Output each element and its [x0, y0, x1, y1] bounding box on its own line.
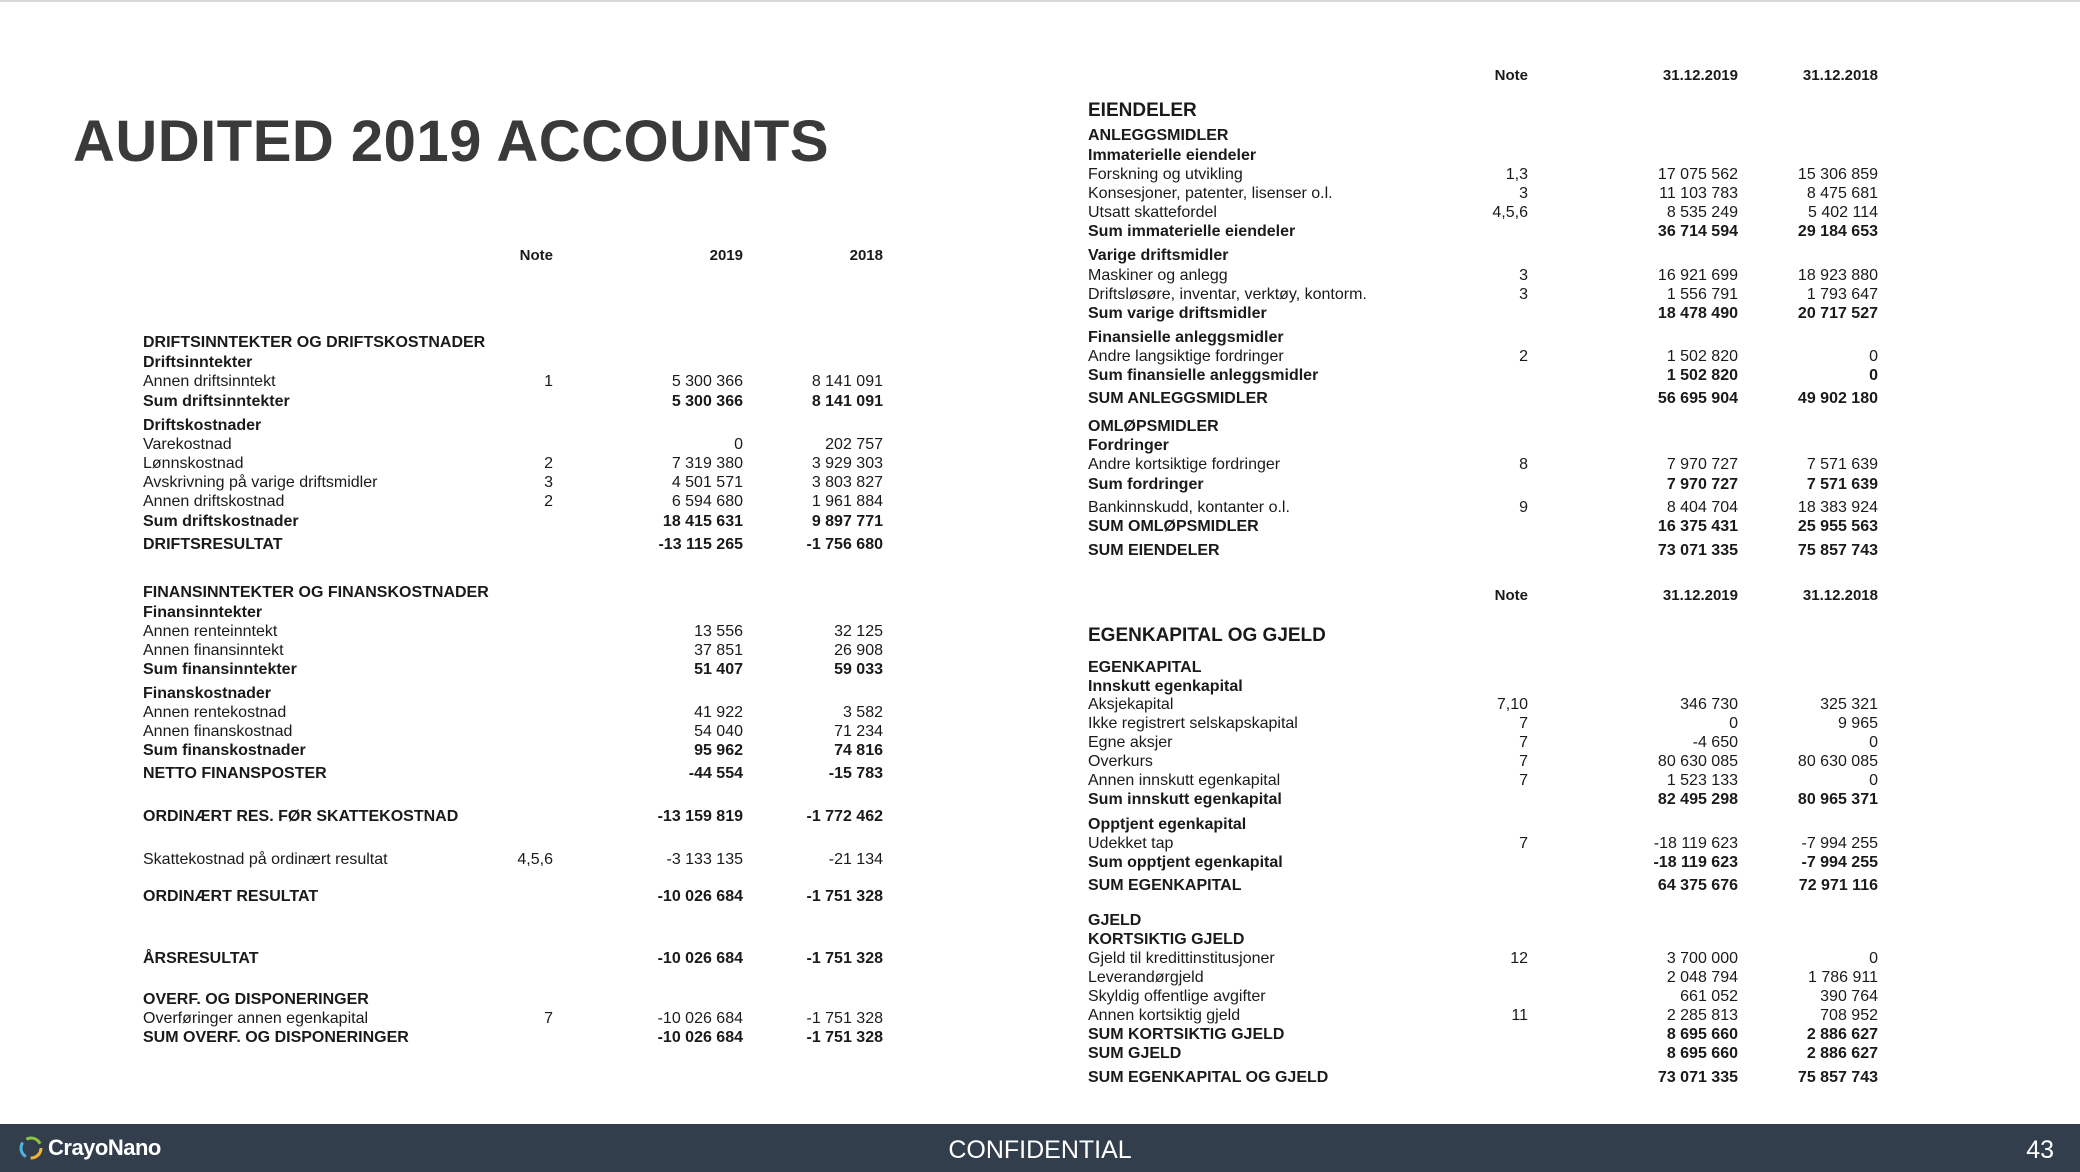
row-label: KORTSIKTIG GJELD: [1088, 931, 1245, 948]
row-value-year-2: 75 857 743: [1797, 1069, 1878, 1086]
row-value-year-1: -18 119 623: [1653, 854, 1738, 871]
row-label: Annen finansinntekt: [143, 642, 284, 659]
row-value-year-1: 0: [1729, 715, 1738, 732]
row-label: DRIFTSRESULTAT: [143, 536, 283, 553]
table-row: [1088, 677, 1808, 697]
row-value-year-1: 54 040: [694, 723, 743, 740]
column-header-year-2: 2018: [849, 247, 883, 264]
row-value-year-1: 64 375 676: [1657, 877, 1738, 894]
row-value-year-1: 8 695 660: [1666, 1045, 1738, 1062]
table-row: [143, 990, 903, 1010]
row-label: FINANSINNTEKTER OG FINANSKOSTNADER: [143, 584, 489, 601]
column-header-year-1: 31.12.2019: [1662, 67, 1738, 84]
row-value-year-2: 1 961 884: [811, 493, 883, 510]
table-row: [143, 850, 903, 870]
table-row: [1088, 834, 1878, 854]
table-row: [143, 722, 903, 742]
row-label: Lønnskostnad: [143, 455, 244, 472]
row-value-year-2: 2 886 627: [1806, 1026, 1878, 1043]
row-note: 9: [1519, 499, 1528, 516]
column-header-row: [1088, 586, 1878, 606]
row-note: 7: [1519, 835, 1528, 852]
table-row: [1088, 541, 1878, 561]
row-value-year-1: 2 048 794: [1666, 969, 1738, 986]
table-row: [143, 741, 903, 761]
row-value-year-2: 390 764: [1820, 988, 1878, 1005]
table-row: [1088, 436, 1808, 456]
table-row: [143, 473, 903, 493]
table-row: [1088, 968, 1878, 988]
row-label: Overføringer annen egenkapital: [143, 1010, 369, 1027]
row-label: SUM ANLEGGSMIDLER: [1088, 390, 1268, 407]
row-note: 7: [1519, 772, 1528, 789]
row-label: Annen finanskostnad: [143, 723, 293, 740]
row-value-year-1: 8 535 249: [1666, 204, 1738, 221]
row-label: Annen kortsiktig gjeld: [1088, 1007, 1241, 1024]
row-value-year-1: -44 554: [688, 765, 743, 782]
column-header-row: [143, 246, 903, 266]
row-value-year-2: -7 994 255: [1801, 835, 1878, 852]
row-label: OVERF. OG DISPONERINGER: [143, 991, 369, 1008]
table-row: [143, 512, 903, 532]
table-row: [1088, 876, 1878, 896]
table-row: [143, 333, 903, 353]
table-row: [1088, 498, 1878, 518]
row-label: Ikke registrert selskapskapital: [1088, 715, 1298, 732]
row-label: Aksjekapital: [1088, 696, 1174, 713]
table-row: [143, 392, 903, 412]
row-value-year-2: 325 321: [1820, 696, 1878, 713]
row-note: 2: [544, 493, 553, 510]
table-row: [1088, 930, 1808, 950]
table-row: [143, 641, 903, 661]
page-title: AUDITED 2019 ACCOUNTS: [73, 109, 830, 174]
table-row: [1088, 658, 1808, 678]
row-label: Skyldig offentlige avgifter: [1088, 988, 1266, 1005]
row-value-year-1: 3 700 000: [1666, 950, 1738, 967]
row-label: EGENKAPITAL OG GJELD: [1088, 625, 1326, 646]
row-value-year-2: 2 886 627: [1806, 1045, 1878, 1062]
table-row: [1088, 266, 1878, 286]
table-row: [1088, 815, 1808, 835]
table-row: [1088, 1044, 1878, 1064]
table-row: [1088, 626, 1808, 646]
row-label: Sum driftsinntekter: [143, 393, 290, 410]
row-note: 7,10: [1496, 696, 1528, 713]
table-row: [1088, 771, 1878, 791]
row-note: 7: [1519, 753, 1528, 770]
row-label: Annen innskutt egenkapital: [1088, 772, 1281, 789]
row-note: 4,5,6: [517, 851, 553, 868]
row-note: 8: [1519, 456, 1528, 473]
table-row: [143, 764, 903, 784]
table-row: [1088, 790, 1878, 810]
row-note: 11: [1511, 1007, 1528, 1024]
confidential-label: CONFIDENTIAL: [948, 1136, 1132, 1164]
row-label: Driftsløsøre, inventar, verktøy, kontorm.: [1088, 286, 1367, 303]
table-row: [1088, 304, 1878, 324]
row-value-year-1: 1 502 820: [1666, 367, 1738, 384]
row-value-year-2: 80 965 371: [1797, 791, 1878, 808]
row-label: Sum varige driftsmidler: [1088, 305, 1267, 322]
table-row: [143, 353, 903, 373]
row-label: Sum opptjent egenkapital: [1088, 854, 1283, 871]
table-row: [143, 660, 903, 680]
row-value-year-1: -3 133 135: [666, 851, 743, 868]
table-row: [1088, 949, 1878, 969]
table-row: [143, 603, 903, 623]
row-value-year-2: -21 134: [828, 851, 883, 868]
row-value-year-2: 18 923 880: [1797, 267, 1878, 284]
row-label: Sum innskutt egenkapital: [1088, 791, 1282, 808]
row-label: Finansielle anleggsmidler: [1088, 329, 1284, 346]
table-row: [1088, 1006, 1878, 1026]
row-label: Bankinnskudd, kontanter o.l.: [1088, 499, 1290, 516]
row-value-year-1: 80 630 085: [1657, 753, 1738, 770]
row-value-year-2: 7 571 639: [1806, 456, 1878, 473]
table-row: [1088, 146, 1808, 166]
row-label: SUM OVERF. OG DISPONERINGER: [143, 1029, 409, 1046]
row-value-year-1: 16 375 431: [1657, 518, 1738, 535]
row-value-year-1: 13 556: [694, 623, 743, 640]
row-label: Leverandørgjeld: [1088, 969, 1204, 986]
column-header-row: [1088, 66, 1878, 86]
row-value-year-2: 0: [1869, 950, 1878, 967]
row-value-year-2: -1 772 462: [806, 808, 883, 825]
row-value-year-1: 18 415 631: [662, 513, 743, 530]
row-value-year-2: 80 630 085: [1797, 753, 1878, 770]
table-row: [143, 684, 903, 704]
row-note: 3: [1519, 286, 1528, 303]
row-label: Finanskostnader: [143, 685, 272, 702]
row-note: 1,3: [1505, 166, 1528, 183]
row-value-year-2: -1 751 328: [806, 1010, 883, 1027]
row-value-year-2: 202 757: [825, 436, 883, 453]
row-value-year-2: 72 971 116: [1798, 877, 1878, 894]
table-row: [1088, 911, 1808, 931]
row-label: Konsesjoner, patenter, lisenser o.l.: [1088, 185, 1333, 202]
row-value-year-1: 7 970 727: [1666, 456, 1738, 473]
row-label: Innskutt egenkapital: [1088, 678, 1243, 695]
row-note: 7: [1519, 715, 1528, 732]
row-label: SUM EGENKAPITAL: [1088, 877, 1242, 894]
row-value-year-2: 3 582: [842, 704, 883, 721]
row-note: 12: [1510, 950, 1528, 967]
row-value-year-2: 15 306 859: [1797, 166, 1878, 183]
row-value-year-1: -10 026 684: [657, 1029, 743, 1046]
row-label: Annen driftsinntekt: [143, 373, 276, 390]
row-label: Sum immaterielle eiendeler: [1088, 223, 1296, 240]
row-label: Forskning og utvikling: [1088, 166, 1243, 183]
row-value-year-2: -1 751 328: [806, 888, 883, 905]
row-label: Utsatt skattefordel: [1088, 204, 1217, 221]
row-value-year-1: 8 695 660: [1666, 1026, 1738, 1043]
row-value-year-2: 32 125: [834, 623, 883, 640]
row-value-year-2: 74 816: [834, 742, 883, 759]
table-row: [1088, 475, 1878, 495]
row-value-year-2: 0: [1869, 734, 1878, 751]
table-row: [1088, 695, 1878, 715]
column-header-note: Note: [519, 247, 553, 264]
row-label: Skattekostnad på ordinært resultat: [143, 851, 388, 868]
row-value-year-1: 2 285 813: [1666, 1007, 1738, 1024]
row-value-year-1: 11 103 783: [1659, 185, 1738, 202]
row-value-year-2: 3 803 827: [811, 474, 883, 491]
row-value-year-2: 9 897 771: [811, 513, 883, 530]
row-value-year-1: 1 523 133: [1666, 772, 1738, 789]
row-value-year-1: 73 071 335: [1657, 542, 1738, 559]
table-row: [143, 583, 903, 603]
row-label: Annen rentekostnad: [143, 704, 287, 721]
row-label: Varekostnad: [143, 436, 232, 453]
row-value-year-1: -10 026 684: [657, 888, 743, 905]
row-label: OMLØPSMIDLER: [1088, 418, 1219, 435]
row-label: EIENDELER: [1088, 100, 1197, 121]
row-label: Driftsinntekter: [143, 354, 253, 371]
row-value-year-2: 0: [1869, 772, 1878, 789]
row-label: Egne aksjer: [1088, 734, 1173, 751]
row-value-year-2: 8 475 681: [1806, 185, 1878, 202]
table-row: [1088, 165, 1878, 185]
row-label: Sum finansinntekter: [143, 661, 297, 678]
table-row: [1088, 347, 1878, 367]
row-label: Varige driftsmidler: [1088, 247, 1229, 264]
row-value-year-1: 18 478 490: [1657, 305, 1738, 322]
table-row: [1088, 1068, 1878, 1088]
row-value-year-2: 8 141 091: [811, 393, 883, 410]
table-row: [1088, 184, 1878, 204]
table-row: [1088, 246, 1808, 266]
row-note: 1: [544, 373, 553, 390]
row-label: NETTO FINANSPOSTER: [143, 765, 327, 782]
table-row: [143, 1028, 903, 1048]
row-value-year-2: 75 857 743: [1797, 542, 1878, 559]
row-value-year-1: 95 962: [694, 742, 743, 759]
table-row: [143, 807, 903, 827]
row-value-year-2: 8 141 091: [811, 373, 883, 390]
table-row: [143, 949, 903, 969]
row-value-year-1: 51 407: [694, 661, 743, 678]
row-note: 2: [544, 455, 553, 472]
table-row: [1088, 389, 1878, 409]
row-value-year-2: 49 902 180: [1797, 390, 1878, 407]
logo-text: CrayoNano: [48, 1135, 161, 1160]
table-row: [1088, 222, 1878, 242]
row-label: SUM OMLØPSMIDLER: [1088, 518, 1259, 535]
table-row: [1088, 455, 1878, 475]
row-label: Fordringer: [1088, 437, 1169, 454]
table-row: [143, 454, 903, 474]
table-row: [1088, 328, 1808, 348]
row-label: Udekket tap: [1088, 835, 1174, 852]
top-divider: [0, 0, 2080, 2]
row-value-year-2: 71 234: [834, 723, 883, 740]
row-label: ANLEGGSMIDLER: [1088, 127, 1229, 144]
row-label: Andre kortsiktige fordringer: [1088, 456, 1281, 473]
row-value-year-2: 18 383 924: [1797, 499, 1878, 516]
row-label: EGENKAPITAL: [1088, 659, 1202, 676]
row-label: Finansinntekter: [143, 604, 263, 621]
row-label: SUM GJELD: [1088, 1045, 1182, 1062]
row-label: Sum fordringer: [1088, 476, 1204, 493]
column-header-year-2: 31.12.2018: [1802, 67, 1878, 84]
row-value-year-1: 16 921 699: [1657, 267, 1738, 284]
row-label: Opptjent egenkapital: [1088, 816, 1247, 833]
table-row: [143, 492, 903, 512]
row-value-year-2: 3 929 303: [811, 455, 883, 472]
row-value-year-2: 9 965: [1837, 715, 1878, 732]
row-value-year-2: 0: [1869, 367, 1878, 384]
table-row: [143, 435, 903, 455]
row-value-year-2: 29 184 653: [1797, 223, 1878, 240]
table-row: [143, 703, 903, 723]
row-label: Overkurs: [1088, 753, 1153, 770]
row-value-year-1: -13 115 265: [658, 536, 743, 553]
footer-bar: [0, 1124, 2080, 1172]
row-note: 4,5,6: [1492, 204, 1528, 221]
row-value-year-1: 4 501 571: [671, 474, 743, 491]
table-row: [1088, 1025, 1878, 1045]
table-row: [1088, 417, 1808, 437]
table-row: [1088, 366, 1878, 386]
row-label: Avskrivning på varige driftsmidler: [143, 474, 378, 491]
row-value-year-1: 1 502 820: [1666, 348, 1738, 365]
row-value-year-1: 7 319 380: [671, 455, 743, 472]
row-value-year-2: -7 994 255: [1801, 854, 1878, 871]
row-value-year-1: 73 071 335: [1657, 1069, 1738, 1086]
table-row: [1088, 203, 1878, 223]
row-label: Immaterielle eiendeler: [1088, 147, 1257, 164]
table-row: [143, 372, 903, 392]
column-header-year-2: 31.12.2018: [1802, 587, 1878, 604]
column-header-year-1: 2019: [709, 247, 743, 264]
row-value-year-2: -1 751 328: [806, 950, 883, 967]
row-value-year-2: 26 908: [834, 642, 883, 659]
row-value-year-1: 6 594 680: [671, 493, 743, 510]
row-value-year-2: 5 402 114: [1808, 204, 1878, 221]
column-header-note: Note: [1494, 67, 1528, 84]
row-value-year-1: 56 695 904: [1657, 390, 1738, 407]
row-label: DRIFTSINNTEKTER OG DRIFTSKOSTNADER: [143, 334, 486, 351]
row-value-year-2: 20 717 527: [1797, 305, 1878, 322]
table-row: [1088, 714, 1878, 734]
row-value-year-1: 37 851: [694, 642, 743, 659]
table-row: [1088, 285, 1878, 305]
row-value-year-1: 5 300 366: [671, 393, 743, 410]
column-header-year-1: 31.12.2019: [1662, 587, 1738, 604]
row-value-year-1: 661 052: [1680, 988, 1738, 1005]
row-note: 3: [544, 474, 553, 491]
row-value-year-2: 59 033: [834, 661, 883, 678]
column-header-note: Note: [1494, 587, 1528, 604]
page-number: 43: [2026, 1136, 2054, 1164]
row-label: ORDINÆRT RES. FØR SKATTEKOSTNAD: [143, 808, 459, 825]
table-row: [1088, 853, 1878, 873]
row-label: SUM KORTSIKTIG GJELD: [1088, 1026, 1285, 1043]
row-label: GJELD: [1088, 912, 1142, 929]
row-value-year-1: 1 556 791: [1666, 286, 1738, 303]
row-value-year-1: -10 026 684: [657, 1010, 743, 1027]
row-label: Sum driftskostnader: [143, 513, 299, 530]
table-row: [1088, 101, 1808, 121]
row-note: 3: [1519, 267, 1528, 284]
row-label: Gjeld til kredittinstitusjoner: [1088, 950, 1275, 967]
row-value-year-2: 25 955 563: [1797, 518, 1878, 535]
row-value-year-1: 8 404 704: [1666, 499, 1738, 516]
row-value-year-2: 7 571 639: [1806, 476, 1878, 493]
row-value-year-2: 708 952: [1820, 1007, 1878, 1024]
row-value-year-1: -10 026 684: [657, 950, 743, 967]
row-value-year-2: 1 786 911: [1808, 969, 1878, 986]
row-label: Sum finansielle anleggsmidler: [1088, 367, 1319, 384]
row-value-year-1: 0: [734, 436, 743, 453]
table-row: [1088, 733, 1878, 753]
table-row: [143, 622, 903, 642]
row-note: 7: [1519, 734, 1528, 751]
row-value-year-1: 346 730: [1680, 696, 1738, 713]
row-value-year-2: -15 783: [828, 765, 883, 782]
row-value-year-2: -1 756 680: [806, 536, 883, 553]
row-label: Sum finanskostnader: [143, 742, 306, 759]
table-row: [143, 1009, 903, 1029]
row-value-year-1: 82 495 298: [1657, 791, 1738, 808]
row-value-year-2: 0: [1869, 348, 1878, 365]
row-label: SUM EGENKAPITAL OG GJELD: [1088, 1069, 1329, 1086]
row-label: SUM EIENDELER: [1088, 542, 1220, 559]
row-label: Driftskostnader: [143, 417, 262, 434]
row-label: Annen renteinntekt: [143, 623, 278, 640]
row-label: ORDINÆRT RESULTAT: [143, 888, 319, 905]
row-value-year-1: 41 922: [694, 704, 743, 721]
table-row: [1088, 126, 1808, 146]
row-note: 2: [1519, 348, 1528, 365]
row-label: Maskiner og anlegg: [1088, 267, 1228, 284]
table-row: [143, 535, 903, 555]
row-value-year-1: 5 300 366: [671, 373, 743, 390]
row-value-year-1: -13 159 819: [657, 808, 743, 825]
row-value-year-1: 36 714 594: [1657, 223, 1738, 240]
row-value-year-1: 17 075 562: [1657, 166, 1738, 183]
row-value-year-2: 1 793 647: [1806, 286, 1878, 303]
row-value-year-1: -4 650: [1692, 734, 1738, 751]
table-row: [1088, 752, 1878, 772]
row-label: Annen driftskostnad: [143, 493, 285, 510]
table-row: [143, 416, 903, 436]
row-note: 3: [1519, 185, 1528, 202]
row-value-year-1: 7 970 727: [1666, 476, 1738, 493]
row-label: Andre langsiktige fordringer: [1088, 348, 1284, 365]
row-value-year-1: -18 119 623: [1653, 835, 1738, 852]
row-value-year-2: -1 751 328: [806, 1029, 883, 1046]
table-row: [1088, 517, 1878, 537]
table-row: [143, 887, 903, 907]
table-row: [1088, 987, 1878, 1007]
row-label: ÅRSRESULTAT: [143, 950, 259, 967]
row-note: 7: [544, 1010, 553, 1027]
